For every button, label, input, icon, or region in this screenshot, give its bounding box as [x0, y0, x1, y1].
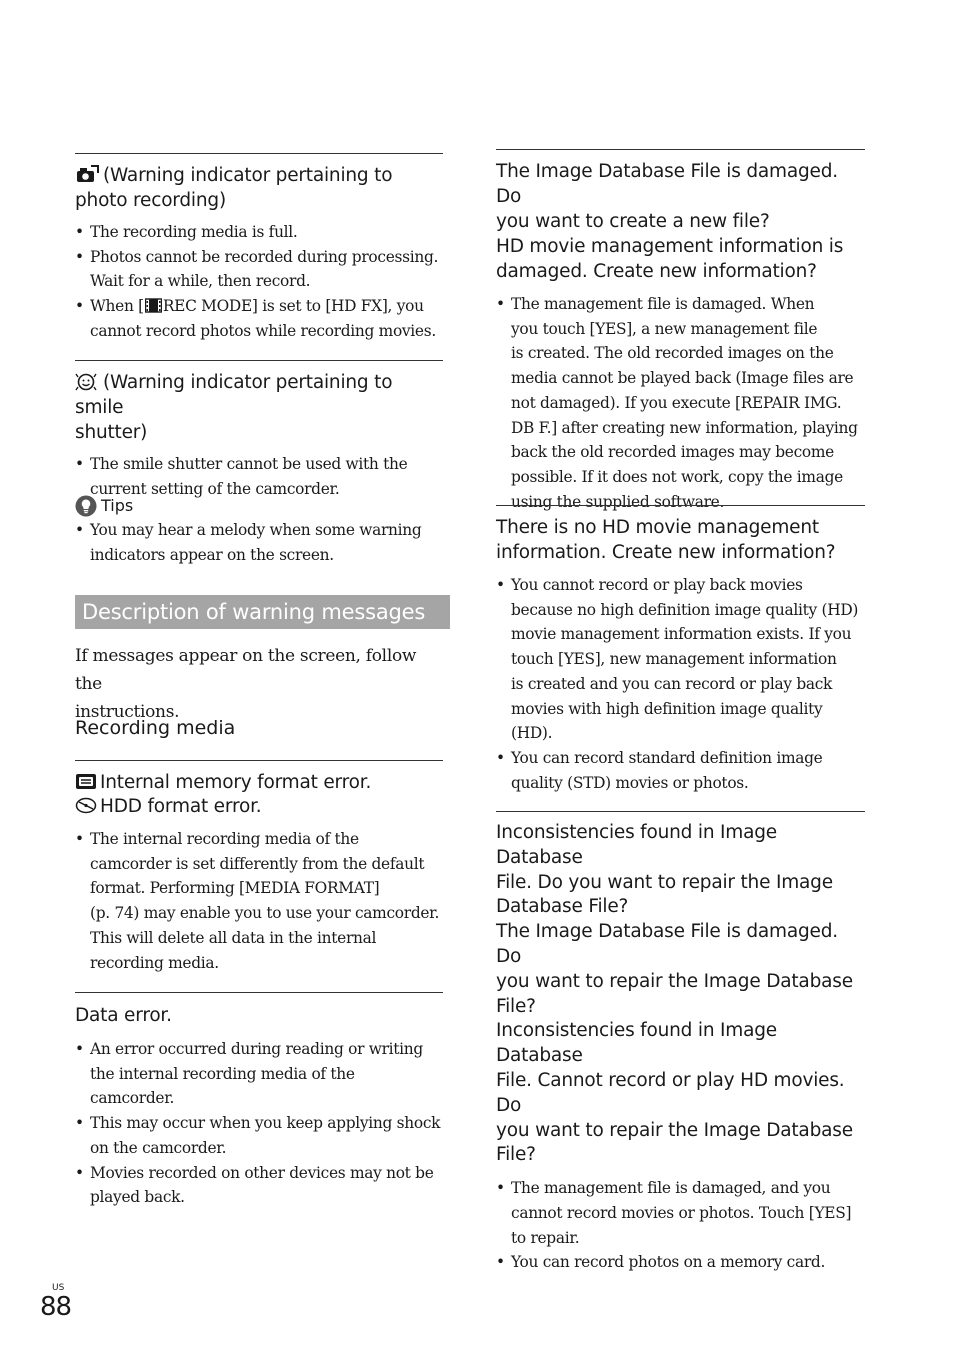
- list-item: [496, 1176, 865, 1250]
- internal-memory-icon: [75, 772, 97, 791]
- list-item-line: the internal recording media of the camcorder.: [90, 1064, 355, 1108]
- list-item-line: REC MODE] is set to [HD FX], you: [162, 297, 424, 316]
- list-item: [75, 1037, 443, 1111]
- list-item-line: indicators appear on the screen.: [90, 545, 334, 564]
- inconsistencies-title-line: File?: [496, 1144, 536, 1166]
- list-item-line: movie management information exists. If you: [511, 625, 852, 644]
- inconsistencies-title-line: you want to repair the Image Database: [496, 970, 853, 992]
- tips-label: Tips: [101, 496, 134, 515]
- list-item: [75, 220, 443, 245]
- intro-line: If messages appear on the screen, follow the: [75, 646, 417, 694]
- no-hd-info-list: [496, 573, 865, 795]
- list-item-line: recording media.: [90, 953, 219, 972]
- list-item-line: • The recording media is full.: [90, 223, 298, 241]
- list-item-line: • You may hear a melody when some warning: [90, 521, 422, 539]
- list-item-line: touch [YES], new management information: [511, 650, 837, 669]
- tips-heading: [75, 495, 443, 517]
- smile-warning-title-line: (Warning indicator pertaining to smile: [75, 372, 393, 418]
- inconsistencies-title-line: Inconsistencies found in Image Database: [496, 822, 777, 868]
- photo-warning-title-line: (Warning indicator pertaining to: [103, 165, 393, 186]
- list-item-line: media cannot be played back (Image files are: [511, 369, 854, 388]
- no-hd-info-section: [496, 505, 865, 795]
- list-item-line: using the supplied software.: [511, 492, 725, 511]
- list-item-line: (p. 74) may enable you to use your camcorder.: [90, 904, 440, 923]
- photo-warning-title: [75, 163, 443, 213]
- list-item: [75, 294, 443, 343]
- list-item: [496, 292, 865, 514]
- inconsistencies-title-line: you want to repair the Image Database: [496, 1119, 853, 1141]
- list-item-line: • Movies recorded on other devices may not be: [90, 1163, 434, 1182]
- smile-warning-icon: [75, 371, 99, 391]
- list-item-line: quality (STD) movies or photos.: [511, 773, 749, 792]
- list-item-line: possible. If it does not work, copy the image: [511, 467, 843, 486]
- list-item-line: is created and you can record or play back: [511, 674, 833, 693]
- camera-warning-icon: [75, 164, 99, 184]
- film-icon: [145, 298, 162, 313]
- page-number-value: 88: [40, 1292, 72, 1322]
- list-item-line: you touch [YES], a new management file: [511, 319, 818, 338]
- list-item-line: is created. The old recorded images on the: [511, 344, 834, 363]
- photo-warning-title-line: photo recording): [75, 190, 226, 211]
- list-item-line: played back.: [90, 1188, 185, 1207]
- list-item: [75, 1111, 443, 1160]
- list-item-line: This will delete all data in the internal: [90, 928, 377, 947]
- no-hd-info-title-line: There is no HD movie management: [496, 517, 819, 538]
- format-error-section: [75, 760, 443, 975]
- db-damaged-title: [496, 159, 865, 284]
- db-damaged-title-line: you want to create a new file?: [496, 211, 770, 232]
- no-hd-info-title: [496, 515, 865, 565]
- list-item-line: • This may occur when you keep applying shock: [90, 1114, 441, 1133]
- list-item-line: back the old recorded images may become: [511, 443, 834, 462]
- format-error-list: [75, 827, 443, 975]
- inconsistencies-title-line: File. Cannot record or play HD movies. Do: [496, 1069, 845, 1116]
- hdd-icon: [75, 796, 97, 815]
- inconsistencies-title-line: Inconsistencies found in Image Database: [496, 1020, 777, 1067]
- tips-bulb-icon: [75, 495, 97, 517]
- smile-warning-section: [75, 360, 443, 501]
- tips-section: [75, 495, 443, 567]
- list-item-line: because no high definition image quality (HD): [511, 600, 859, 619]
- db-damaged-title-line: The Image Database File is damaged. Do: [496, 161, 838, 207]
- smile-warning-title: [75, 370, 443, 445]
- list-item-line: • The internal recording media of the: [90, 830, 359, 848]
- inconsistencies-title-line: File. Do you want to repair the Image: [496, 871, 833, 893]
- list-item-line: (HD).: [511, 724, 553, 743]
- list-item: [75, 827, 443, 975]
- list-item-line: • You can record photos on a memory card.: [511, 1253, 826, 1272]
- list-item-line: to repair.: [511, 1228, 580, 1247]
- inconsistencies-title-line: Database File?: [496, 896, 629, 918]
- smile-warning-list: [75, 452, 443, 501]
- list-item-line: camcorder is set differently from the default: [90, 854, 425, 873]
- format-error-title-line: HDD format error.: [100, 796, 262, 817]
- inconsistencies-section: [496, 811, 865, 1275]
- inconsistencies-list: [496, 1176, 865, 1275]
- list-item-line: When [: [90, 297, 144, 316]
- list-item-line: • Photos cannot be recorded during processing.: [90, 247, 439, 266]
- db-damaged-section: [496, 149, 865, 514]
- region-code: US: [52, 1283, 65, 1293]
- list-item-line: • The management file is damaged. When: [511, 295, 815, 313]
- list-item-line: on the camcorder.: [90, 1138, 227, 1157]
- page-number: [40, 1283, 71, 1321]
- list-item-line: • The smile shutter cannot be used with the: [90, 455, 408, 473]
- data-error-list: [75, 1037, 443, 1210]
- list-item-line: cannot record movies or photos. Touch [YES]: [511, 1203, 852, 1222]
- format-error-title-line: Internal memory format error.: [100, 772, 372, 793]
- list-item-line: format. Performing [MEDIA FORMAT]: [90, 879, 380, 898]
- list-item-line: movies with high definition image quality: [511, 699, 823, 718]
- inconsistencies-title: [496, 821, 865, 1168]
- list-item-line: cannot record photos while recording movies.: [90, 321, 436, 340]
- photo-warning-section: [75, 153, 443, 344]
- list-item: [496, 1250, 865, 1275]
- list-item-line: • The management file is damaged, and you: [511, 1179, 831, 1198]
- db-damaged-title-line: damaged. Create new information?: [496, 261, 817, 282]
- list-item-line: current setting of the camcorder.: [90, 479, 340, 498]
- section-title-band: Description of warning messages: [75, 595, 450, 629]
- list-item-line: not damaged). If you execute [REPAIR IMG.: [511, 393, 842, 412]
- db-damaged-title-line: HD movie management information is: [496, 236, 844, 257]
- format-error-title: [75, 771, 443, 819]
- photo-warning-list: [75, 220, 443, 344]
- data-error-section: [75, 992, 443, 1210]
- list-item: [75, 452, 443, 501]
- list-item: [75, 245, 443, 294]
- list-item-line: DB F.] after creating new information, playing: [511, 418, 858, 437]
- db-damaged-list: [496, 292, 865, 514]
- list-item-line: • You cannot record or play back movies: [511, 576, 803, 594]
- inconsistencies-title-line: File?: [496, 995, 536, 1017]
- data-error-title: Data error.: [75, 1005, 172, 1026]
- list-item-line: • An error occurred during reading or writing: [90, 1040, 423, 1058]
- list-item-line: Wait for a while, then record.: [90, 272, 311, 291]
- list-item: [496, 746, 865, 795]
- list-item: [75, 518, 443, 567]
- inconsistencies-title-line: The Image Database File is damaged. Do: [496, 921, 838, 967]
- list-item: [75, 1161, 443, 1210]
- tips-list: [75, 518, 443, 567]
- recording-media-heading: Recording media: [75, 717, 236, 739]
- intro-line: instructions.: [75, 702, 180, 722]
- smile-warning-title-line: shutter): [75, 422, 148, 443]
- list-item: [496, 573, 865, 746]
- intro-text: [75, 642, 443, 726]
- list-item-line: • You can record standard definition image: [511, 748, 823, 767]
- no-hd-info-title-line: information. Create new information?: [496, 542, 836, 563]
